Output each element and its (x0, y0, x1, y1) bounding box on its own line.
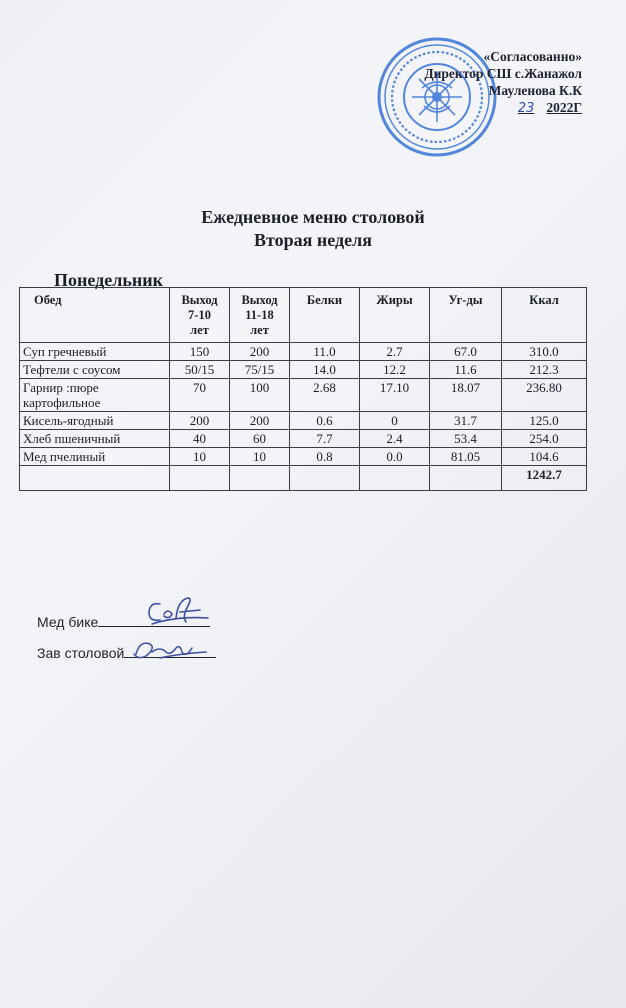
dish-name: Мед пчелиный (20, 448, 170, 466)
fats: 0.0 (360, 448, 430, 466)
portion-11-18: 100 (230, 379, 290, 412)
kcal: 104.6 (502, 448, 587, 466)
proteins: 14.0 (290, 361, 360, 379)
header-carbs: Уг-ды (430, 288, 502, 343)
page-title (0, 206, 626, 252)
fats: 2.7 (360, 343, 430, 361)
kcal: 310.0 (502, 343, 587, 361)
proteins: 0.8 (290, 448, 360, 466)
portion-11-18: 200 (230, 412, 290, 430)
dish-name: Гарнир :пюре картофильное (20, 379, 170, 412)
title-line-2: Вторая неделя (254, 230, 372, 250)
title-line-1: Ежедневное меню столовой (201, 207, 425, 227)
table-row (20, 379, 587, 412)
total-empty-cell (170, 466, 230, 491)
total-empty-cell (430, 466, 502, 491)
menu-table (19, 287, 587, 491)
carbs: 31.7 (430, 412, 502, 430)
handwritten-signature-canteen-head (130, 636, 210, 664)
table-row (20, 343, 587, 361)
dish-name: Тефтели с соусом (20, 361, 170, 379)
dish-name: Суп гречневый (20, 343, 170, 361)
kcal: 125.0 (502, 412, 587, 430)
proteins: 0.6 (290, 412, 360, 430)
table-row (20, 430, 587, 448)
total-kcal: 1242.7 (502, 466, 587, 491)
table-row (20, 361, 587, 379)
portion-7-10: 200 (170, 412, 230, 430)
signature-label-nurse: Мед бике (37, 614, 99, 630)
table-row (20, 412, 587, 430)
header-portion-7-10: Выход 7-10 лет (170, 288, 230, 343)
fats: 0 (360, 412, 430, 430)
proteins: 2.68 (290, 379, 360, 412)
approval-handwritten-date: 23 (517, 101, 535, 116)
portion-7-10: 10 (170, 448, 230, 466)
kcal: 254.0 (502, 430, 587, 448)
approval-heading: «Согласованно» (483, 49, 582, 64)
portion-11-18: 10 (230, 448, 290, 466)
portion-7-10: 40 (170, 430, 230, 448)
table-header-row (20, 288, 587, 343)
table-total-row (20, 466, 587, 491)
proteins: 7.7 (290, 430, 360, 448)
total-empty-cell (20, 466, 170, 491)
carbs: 53.4 (430, 430, 502, 448)
header-fats: Жиры (360, 288, 430, 343)
carbs: 11.6 (430, 361, 502, 379)
fats: 17.10 (360, 379, 430, 412)
approval-name: Мауленова К.К (488, 83, 582, 98)
approval-position: Директор СШ с.Жанажол (424, 66, 582, 81)
total-empty-cell (360, 466, 430, 491)
kcal: 212.3 (502, 361, 587, 379)
carbs: 18.07 (430, 379, 502, 412)
dish-name: Кисель-ягодный (20, 412, 170, 430)
proteins: 11.0 (290, 343, 360, 361)
approval-date (424, 99, 582, 117)
total-empty-cell (230, 466, 290, 491)
header-proteins: Белки (290, 288, 360, 343)
portion-7-10: 70 (170, 379, 230, 412)
carbs: 67.0 (430, 343, 502, 361)
signature-label-canteen-head: Зав столовой (37, 645, 125, 661)
header-lunch: Обед (20, 288, 170, 343)
portion-11-18: 200 (230, 343, 290, 361)
day-heading: Понедельник (54, 270, 163, 290)
portion-7-10: 150 (170, 343, 230, 361)
fats: 2.4 (360, 430, 430, 448)
fats: 12.2 (360, 361, 430, 379)
portion-11-18: 60 (230, 430, 290, 448)
total-empty-cell (290, 466, 360, 491)
header-kcal: Ккал (502, 288, 587, 343)
table-row (20, 448, 587, 466)
portion-11-18: 75/15 (230, 361, 290, 379)
handwritten-signature-nurse (142, 594, 212, 630)
dish-name: Хлеб пшеничный (20, 430, 170, 448)
portion-7-10: 50/15 (170, 361, 230, 379)
approval-year: 2022Г (546, 100, 582, 115)
approval-block (424, 48, 582, 117)
kcal: 236.80 (502, 379, 587, 412)
carbs: 81.05 (430, 448, 502, 466)
header-portion-11-18: Выход 11-18 лет (230, 288, 290, 343)
